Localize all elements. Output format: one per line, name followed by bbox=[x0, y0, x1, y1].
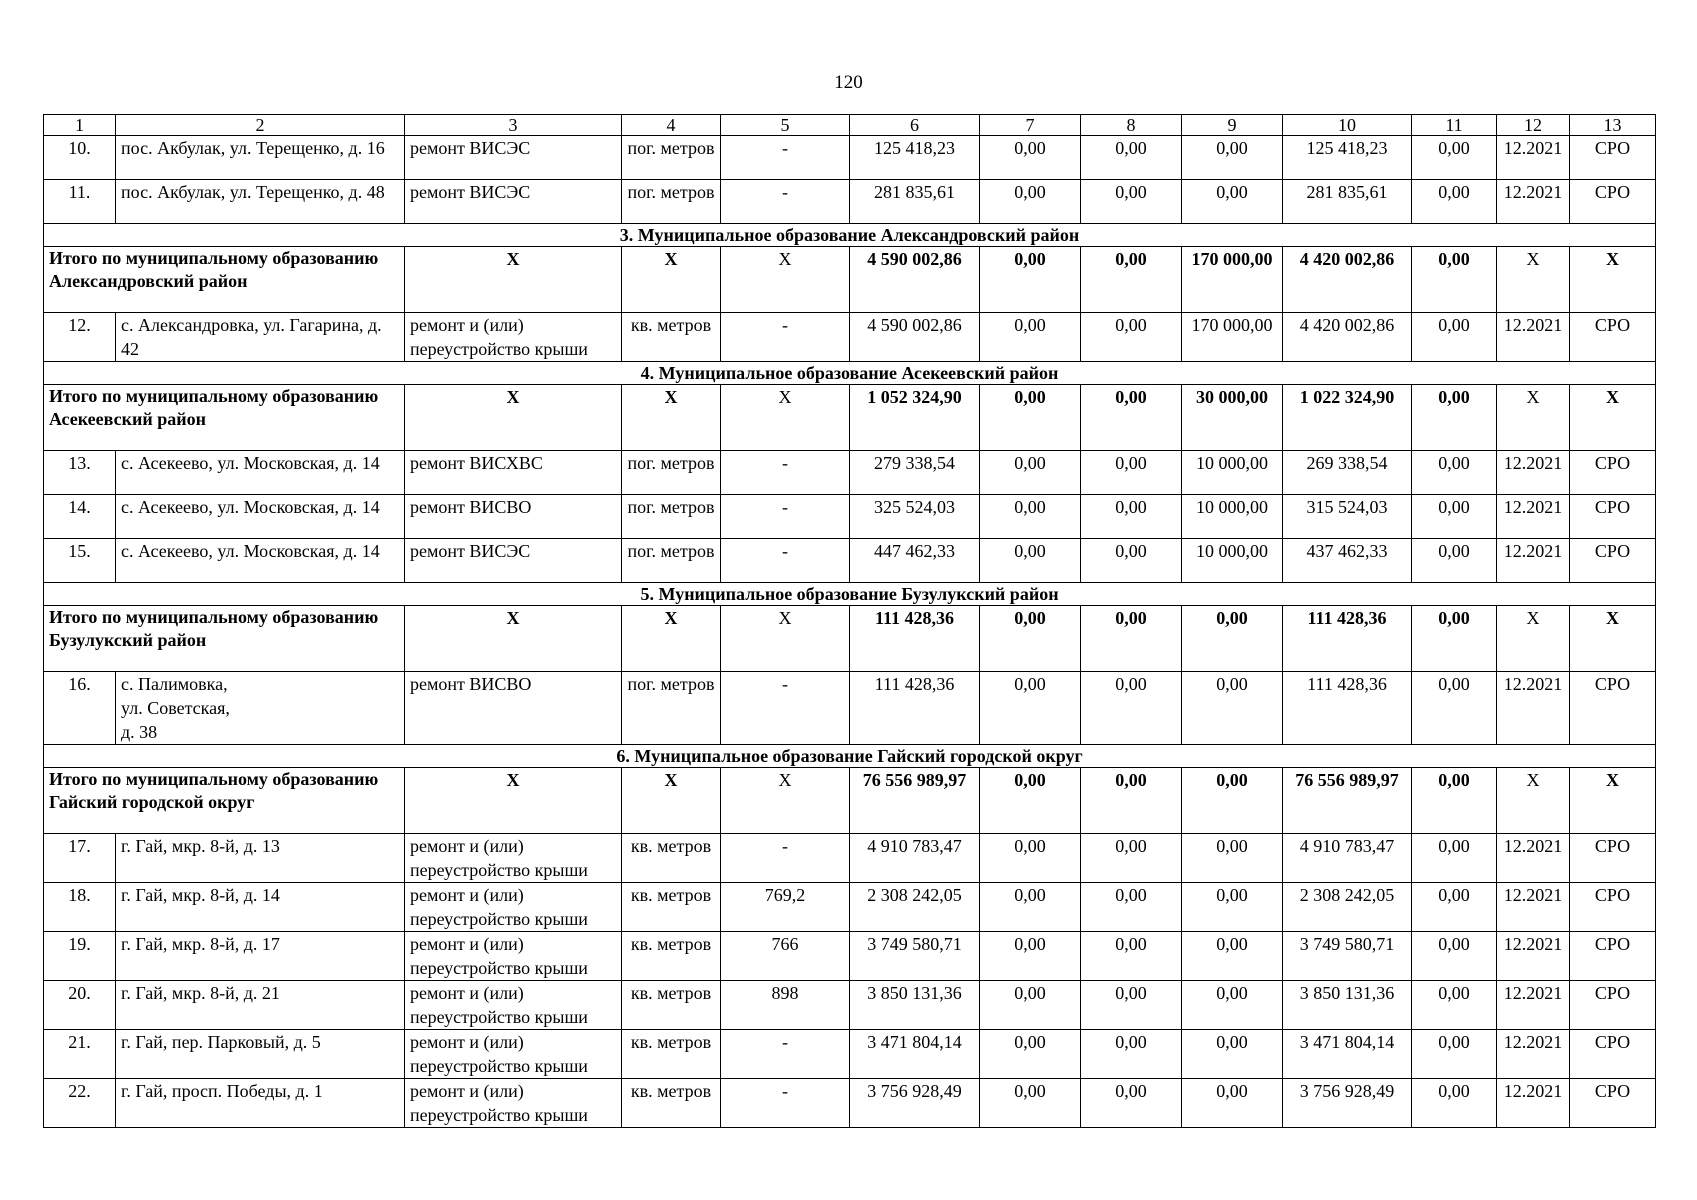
unit-cell: пог. метров bbox=[622, 180, 721, 224]
table-row bbox=[44, 539, 1656, 583]
amount-cell: 0,00 bbox=[1412, 834, 1497, 883]
x-mark: X bbox=[1570, 385, 1656, 451]
executor-cell: СРО bbox=[1570, 539, 1656, 583]
amount-cell: 125 418,23 bbox=[1283, 136, 1412, 180]
date-cell: 12.2021 bbox=[1497, 932, 1570, 981]
row-number: 15. bbox=[44, 539, 116, 583]
subtotal-label: Итого по муниципальному образованию Асекеевский район bbox=[44, 385, 405, 451]
amount-cell: 10 000,00 bbox=[1182, 451, 1283, 495]
amount-cell: 0,00 bbox=[980, 932, 1081, 981]
amount-cell: 0,00 bbox=[1081, 1030, 1182, 1079]
total-cost-cell: 3 756 928,49 bbox=[850, 1079, 980, 1128]
amount-cell: 0,00 bbox=[1412, 451, 1497, 495]
amount-cell: 4 910 783,47 bbox=[1283, 834, 1412, 883]
quantity-cell: - bbox=[721, 1030, 850, 1079]
section-title: 5. Муниципальное образование Бузулукский район bbox=[44, 583, 1656, 606]
x-mark: X bbox=[405, 768, 622, 834]
address-cell: с. Асекеево, ул. Московская, д. 14 bbox=[116, 451, 405, 495]
total-cost-cell: 281 835,61 bbox=[850, 180, 980, 224]
x-mark: X bbox=[1570, 247, 1656, 313]
quantity-cell: - bbox=[721, 834, 850, 883]
unit-cell: пог. метров bbox=[622, 451, 721, 495]
work-type-cell: ремонт ВИСВО bbox=[405, 495, 622, 539]
x-mark: X bbox=[721, 606, 850, 672]
x-mark: X bbox=[1570, 768, 1656, 834]
quantity-cell: 769,2 bbox=[721, 883, 850, 932]
date-cell: 12.2021 bbox=[1497, 451, 1570, 495]
total-cost-cell: 4 590 002,86 bbox=[850, 313, 980, 362]
amount-cell: 0,00 bbox=[1412, 539, 1497, 583]
unit-cell: пог. метров bbox=[622, 539, 721, 583]
date-cell: 12.2021 bbox=[1497, 883, 1570, 932]
amount-cell: 0,00 bbox=[980, 180, 1081, 224]
column-header: 5 bbox=[721, 115, 850, 136]
amount-cell: 0,00 bbox=[1412, 1079, 1497, 1128]
x-mark: X bbox=[1497, 768, 1570, 834]
amount-cell: 0,00 bbox=[1412, 768, 1497, 834]
amount-cell: 0,00 bbox=[1182, 932, 1283, 981]
total-cost-cell: 3 850 131,36 bbox=[850, 981, 980, 1030]
amount-cell: 0,00 bbox=[1412, 883, 1497, 932]
quantity-cell: - bbox=[721, 136, 850, 180]
column-header: 1 bbox=[44, 115, 116, 136]
table-row bbox=[44, 180, 1656, 224]
row-number: 17. bbox=[44, 834, 116, 883]
quantity-cell: - bbox=[721, 180, 850, 224]
address-cell: г. Гай, просп. Победы, д. 1 bbox=[116, 1079, 405, 1128]
unit-cell: пог. метров bbox=[622, 495, 721, 539]
column-header: 3 bbox=[405, 115, 622, 136]
subtotal-row bbox=[44, 606, 1656, 672]
amount-cell: 0,00 bbox=[1081, 981, 1182, 1030]
executor-cell: СРО bbox=[1570, 932, 1656, 981]
date-cell: 12.2021 bbox=[1497, 136, 1570, 180]
amount-cell: 0,00 bbox=[1182, 1079, 1283, 1128]
address-cell: г. Гай, мкр. 8-й, д. 17 bbox=[116, 932, 405, 981]
table-row bbox=[44, 495, 1656, 539]
subtotal-row bbox=[44, 385, 1656, 451]
column-header: 13 bbox=[1570, 115, 1656, 136]
amount-cell: 0,00 bbox=[1081, 834, 1182, 883]
column-header: 4 bbox=[622, 115, 721, 136]
date-cell: 12.2021 bbox=[1497, 981, 1570, 1030]
address-cell: г. Гай, мкр. 8-й, д. 21 bbox=[116, 981, 405, 1030]
amount-cell: 0,00 bbox=[1412, 136, 1497, 180]
amount-cell: 4 420 002,86 bbox=[1283, 247, 1412, 313]
amount-cell: 0,00 bbox=[980, 451, 1081, 495]
total-cost-cell: 76 556 989,97 bbox=[850, 768, 980, 834]
quantity-cell: - bbox=[721, 539, 850, 583]
row-number: 18. bbox=[44, 883, 116, 932]
total-cost-cell: 2 308 242,05 bbox=[850, 883, 980, 932]
x-mark: X bbox=[622, 385, 721, 451]
unit-cell: кв. метров bbox=[622, 981, 721, 1030]
amount-cell: 10 000,00 bbox=[1182, 495, 1283, 539]
executor-cell: СРО bbox=[1570, 672, 1656, 745]
subtotal-label: Итого по муниципальному образованию Гайский городской округ bbox=[44, 768, 405, 834]
amount-cell: 0,00 bbox=[1081, 672, 1182, 745]
section-row bbox=[44, 745, 1656, 768]
total-cost-cell: 4 590 002,86 bbox=[850, 247, 980, 313]
amount-cell: 1 022 324,90 bbox=[1283, 385, 1412, 451]
unit-cell: кв. метров bbox=[622, 1030, 721, 1079]
amount-cell: 0,00 bbox=[1412, 672, 1497, 745]
executor-cell: СРО bbox=[1570, 313, 1656, 362]
amount-cell: 0,00 bbox=[980, 1030, 1081, 1079]
amount-cell: 0,00 bbox=[980, 136, 1081, 180]
date-cell: 12.2021 bbox=[1497, 180, 1570, 224]
page-number: 120 bbox=[834, 72, 863, 93]
row-number: 14. bbox=[44, 495, 116, 539]
amount-cell: 0,00 bbox=[980, 981, 1081, 1030]
x-mark: X bbox=[622, 247, 721, 313]
address-cell: г. Гай, мкр. 8-й, д. 14 bbox=[116, 883, 405, 932]
amount-cell: 0,00 bbox=[1081, 1079, 1182, 1128]
address-cell: с. Асекеево, ул. Московская, д. 14 bbox=[116, 495, 405, 539]
executor-cell: СРО bbox=[1570, 451, 1656, 495]
work-type-cell: ремонт ВИСЭС bbox=[405, 136, 622, 180]
work-type-cell: ремонт и (или) переустройство крыши bbox=[405, 932, 622, 981]
column-header: 2 bbox=[116, 115, 405, 136]
unit-cell: пог. метров bbox=[622, 136, 721, 180]
date-cell: 12.2021 bbox=[1497, 539, 1570, 583]
amount-cell: 30 000,00 bbox=[1182, 385, 1283, 451]
address-cell: с. Палимовка, ул. Советская, д. 38 bbox=[116, 672, 405, 745]
amount-cell: 0,00 bbox=[1182, 768, 1283, 834]
table-row bbox=[44, 451, 1656, 495]
x-mark: X bbox=[405, 606, 622, 672]
section-row bbox=[44, 224, 1656, 247]
quantity-cell: - bbox=[721, 313, 850, 362]
subtotal-row bbox=[44, 247, 1656, 313]
column-header: 7 bbox=[980, 115, 1081, 136]
amount-cell: 0,00 bbox=[1081, 313, 1182, 362]
executor-cell: СРО bbox=[1570, 180, 1656, 224]
amount-cell: 0,00 bbox=[980, 1079, 1081, 1128]
amount-cell: 76 556 989,97 bbox=[1283, 768, 1412, 834]
subtotal-label: Итого по муниципальному образованию Александровский район bbox=[44, 247, 405, 313]
date-cell: 12.2021 bbox=[1497, 1079, 1570, 1128]
amount-cell: 0,00 bbox=[1182, 606, 1283, 672]
amount-cell: 0,00 bbox=[1081, 247, 1182, 313]
quantity-cell: - bbox=[721, 1079, 850, 1128]
table-row bbox=[44, 672, 1656, 745]
section-title: 3. Муниципальное образование Александровский район bbox=[44, 224, 1656, 247]
x-mark: X bbox=[405, 247, 622, 313]
total-cost-cell: 4 910 783,47 bbox=[850, 834, 980, 883]
section-row bbox=[44, 583, 1656, 606]
unit-cell: кв. метров bbox=[622, 883, 721, 932]
work-type-cell: ремонт и (или) переустройство крыши bbox=[405, 834, 622, 883]
section-title: 4. Муниципальное образование Асекеевский район bbox=[44, 362, 1656, 385]
amount-cell: 269 338,54 bbox=[1283, 451, 1412, 495]
address-cell: г. Гай, пер. Парковый, д. 5 bbox=[116, 1030, 405, 1079]
executor-cell: СРО bbox=[1570, 495, 1656, 539]
amount-cell: 0,00 bbox=[980, 313, 1081, 362]
address-cell: пос. Акбулак, ул. Терещенко, д. 16 bbox=[116, 136, 405, 180]
amount-cell: 0,00 bbox=[1182, 136, 1283, 180]
amount-cell: 0,00 bbox=[1182, 672, 1283, 745]
amount-cell: 0,00 bbox=[1412, 932, 1497, 981]
unit-cell: кв. метров bbox=[622, 1079, 721, 1128]
amount-cell: 0,00 bbox=[980, 495, 1081, 539]
column-header: 12 bbox=[1497, 115, 1570, 136]
amount-cell: 170 000,00 bbox=[1182, 247, 1283, 313]
amount-cell: 0,00 bbox=[1412, 247, 1497, 313]
executor-cell: СРО bbox=[1570, 136, 1656, 180]
work-type-cell: ремонт ВИСВО bbox=[405, 672, 622, 745]
amount-cell: 0,00 bbox=[980, 539, 1081, 583]
x-mark: X bbox=[721, 385, 850, 451]
amount-cell: 0,00 bbox=[1081, 495, 1182, 539]
amount-cell: 170 000,00 bbox=[1182, 313, 1283, 362]
quantity-cell: - bbox=[721, 451, 850, 495]
amount-cell: 0,00 bbox=[1412, 313, 1497, 362]
total-cost-cell: 1 052 324,90 bbox=[850, 385, 980, 451]
amount-cell: 0,00 bbox=[1081, 451, 1182, 495]
unit-cell: кв. метров bbox=[622, 313, 721, 362]
amount-cell: 0,00 bbox=[1182, 883, 1283, 932]
row-number: 21. bbox=[44, 1030, 116, 1079]
amount-cell: 0,00 bbox=[1081, 180, 1182, 224]
amount-cell: 0,00 bbox=[1081, 136, 1182, 180]
column-header: 6 bbox=[850, 115, 980, 136]
amount-cell: 0,00 bbox=[1081, 883, 1182, 932]
total-cost-cell: 325 524,03 bbox=[850, 495, 980, 539]
amount-cell: 4 420 002,86 bbox=[1283, 313, 1412, 362]
row-number: 19. bbox=[44, 932, 116, 981]
amount-cell: 0,00 bbox=[980, 834, 1081, 883]
x-mark: X bbox=[1497, 606, 1570, 672]
work-type-cell: ремонт и (или) переустройство крыши bbox=[405, 1030, 622, 1079]
amount-cell: 10 000,00 bbox=[1182, 539, 1283, 583]
amount-cell: 0,00 bbox=[980, 385, 1081, 451]
total-cost-cell: 3 471 804,14 bbox=[850, 1030, 980, 1079]
table-row bbox=[44, 981, 1656, 1030]
amount-cell: 0,00 bbox=[980, 768, 1081, 834]
amount-cell: 0,00 bbox=[1182, 981, 1283, 1030]
amount-cell: 0,00 bbox=[1182, 180, 1283, 224]
column-header: 10 bbox=[1283, 115, 1412, 136]
x-mark: X bbox=[1497, 385, 1570, 451]
executor-cell: СРО bbox=[1570, 834, 1656, 883]
amount-cell: 0,00 bbox=[1412, 981, 1497, 1030]
quantity-cell: 766 bbox=[721, 932, 850, 981]
amount-cell: 0,00 bbox=[1081, 385, 1182, 451]
amount-cell: 0,00 bbox=[1182, 1030, 1283, 1079]
amount-cell: 2 308 242,05 bbox=[1283, 883, 1412, 932]
unit-cell: кв. метров bbox=[622, 834, 721, 883]
date-cell: 12.2021 bbox=[1497, 313, 1570, 362]
table-row bbox=[44, 932, 1656, 981]
executor-cell: СРО bbox=[1570, 883, 1656, 932]
table-row bbox=[44, 1030, 1656, 1079]
amount-cell: 3 749 580,71 bbox=[1283, 932, 1412, 981]
row-number: 12. bbox=[44, 313, 116, 362]
section-title: 6. Муниципальное образование Гайский городской округ bbox=[44, 745, 1656, 768]
executor-cell: СРО bbox=[1570, 1030, 1656, 1079]
total-cost-cell: 447 462,33 bbox=[850, 539, 980, 583]
table-body bbox=[44, 115, 1656, 1128]
amount-cell: 0,00 bbox=[1412, 180, 1497, 224]
section-row bbox=[44, 362, 1656, 385]
amount-cell: 0,00 bbox=[1412, 606, 1497, 672]
quantity-cell: 898 bbox=[721, 981, 850, 1030]
work-type-cell: ремонт и (или) переустройство крыши bbox=[405, 313, 622, 362]
subtotal-row bbox=[44, 768, 1656, 834]
amount-cell: 3 850 131,36 bbox=[1283, 981, 1412, 1030]
executor-cell: СРО bbox=[1570, 1079, 1656, 1128]
x-mark: X bbox=[721, 247, 850, 313]
address-cell: г. Гай, мкр. 8-й, д. 13 bbox=[116, 834, 405, 883]
date-cell: 12.2021 bbox=[1497, 672, 1570, 745]
work-type-cell: ремонт ВИСЭС bbox=[405, 180, 622, 224]
amount-cell: 3 471 804,14 bbox=[1283, 1030, 1412, 1079]
column-header: 8 bbox=[1081, 115, 1182, 136]
total-cost-cell: 125 418,23 bbox=[850, 136, 980, 180]
date-cell: 12.2021 bbox=[1497, 834, 1570, 883]
x-mark: X bbox=[405, 385, 622, 451]
address-cell: с. Асекеево, ул. Московская, д. 14 bbox=[116, 539, 405, 583]
row-number: 20. bbox=[44, 981, 116, 1030]
work-type-cell: ремонт ВИСЭС bbox=[405, 539, 622, 583]
row-number: 11. bbox=[44, 180, 116, 224]
table-row bbox=[44, 834, 1656, 883]
table-row bbox=[44, 136, 1656, 180]
amount-cell: 3 756 928,49 bbox=[1283, 1079, 1412, 1128]
table-row bbox=[44, 1079, 1656, 1128]
work-type-cell: ремонт ВИСХВС bbox=[405, 451, 622, 495]
date-cell: 12.2021 bbox=[1497, 495, 1570, 539]
amount-cell: 315 524,03 bbox=[1283, 495, 1412, 539]
x-mark: X bbox=[622, 606, 721, 672]
amount-cell: 0,00 bbox=[1412, 1030, 1497, 1079]
column-header: 9 bbox=[1182, 115, 1283, 136]
amount-cell: 0,00 bbox=[980, 606, 1081, 672]
table-row bbox=[44, 313, 1656, 362]
capital-repair-table bbox=[43, 114, 1656, 1128]
column-number-header-row bbox=[44, 115, 1656, 136]
work-type-cell: ремонт и (или) переустройство крыши bbox=[405, 883, 622, 932]
quantity-cell: - bbox=[721, 495, 850, 539]
x-mark: X bbox=[1497, 247, 1570, 313]
amount-cell: 0,00 bbox=[980, 883, 1081, 932]
total-cost-cell: 279 338,54 bbox=[850, 451, 980, 495]
row-number: 10. bbox=[44, 136, 116, 180]
total-cost-cell: 3 749 580,71 bbox=[850, 932, 980, 981]
row-number: 16. bbox=[44, 672, 116, 745]
total-cost-cell: 111 428,36 bbox=[850, 606, 980, 672]
amount-cell: 0,00 bbox=[1182, 834, 1283, 883]
amount-cell: 437 462,33 bbox=[1283, 539, 1412, 583]
date-cell: 12.2021 bbox=[1497, 1030, 1570, 1079]
amount-cell: 281 835,61 bbox=[1283, 180, 1412, 224]
amount-cell: 0,00 bbox=[1412, 495, 1497, 539]
amount-cell: 0,00 bbox=[1081, 768, 1182, 834]
x-mark: X bbox=[1570, 606, 1656, 672]
x-mark: X bbox=[721, 768, 850, 834]
amount-cell: 0,00 bbox=[1412, 385, 1497, 451]
column-header: 11 bbox=[1412, 115, 1497, 136]
amount-cell: 0,00 bbox=[980, 672, 1081, 745]
subtotal-label: Итого по муниципальному образованию Бузулукский район bbox=[44, 606, 405, 672]
amount-cell: 111 428,36 bbox=[1283, 606, 1412, 672]
x-mark: X bbox=[622, 768, 721, 834]
amount-cell: 0,00 bbox=[1081, 932, 1182, 981]
table-row bbox=[44, 883, 1656, 932]
amount-cell: 0,00 bbox=[980, 247, 1081, 313]
address-cell: с. Александровка, ул. Гагарина, д. 42 bbox=[116, 313, 405, 362]
work-type-cell: ремонт и (или) переустройство крыши bbox=[405, 981, 622, 1030]
quantity-cell: - bbox=[721, 672, 850, 745]
address-cell: пос. Акбулак, ул. Терещенко, д. 48 bbox=[116, 180, 405, 224]
unit-cell: кв. метров bbox=[622, 932, 721, 981]
row-number: 13. bbox=[44, 451, 116, 495]
row-number: 22. bbox=[44, 1079, 116, 1128]
total-cost-cell: 111 428,36 bbox=[850, 672, 980, 745]
amount-cell: 0,00 bbox=[1081, 606, 1182, 672]
unit-cell: пог. метров bbox=[622, 672, 721, 745]
amount-cell: 111 428,36 bbox=[1283, 672, 1412, 745]
work-type-cell: ремонт и (или) переустройство крыши bbox=[405, 1079, 622, 1128]
amount-cell: 0,00 bbox=[1081, 539, 1182, 583]
executor-cell: СРО bbox=[1570, 981, 1656, 1030]
